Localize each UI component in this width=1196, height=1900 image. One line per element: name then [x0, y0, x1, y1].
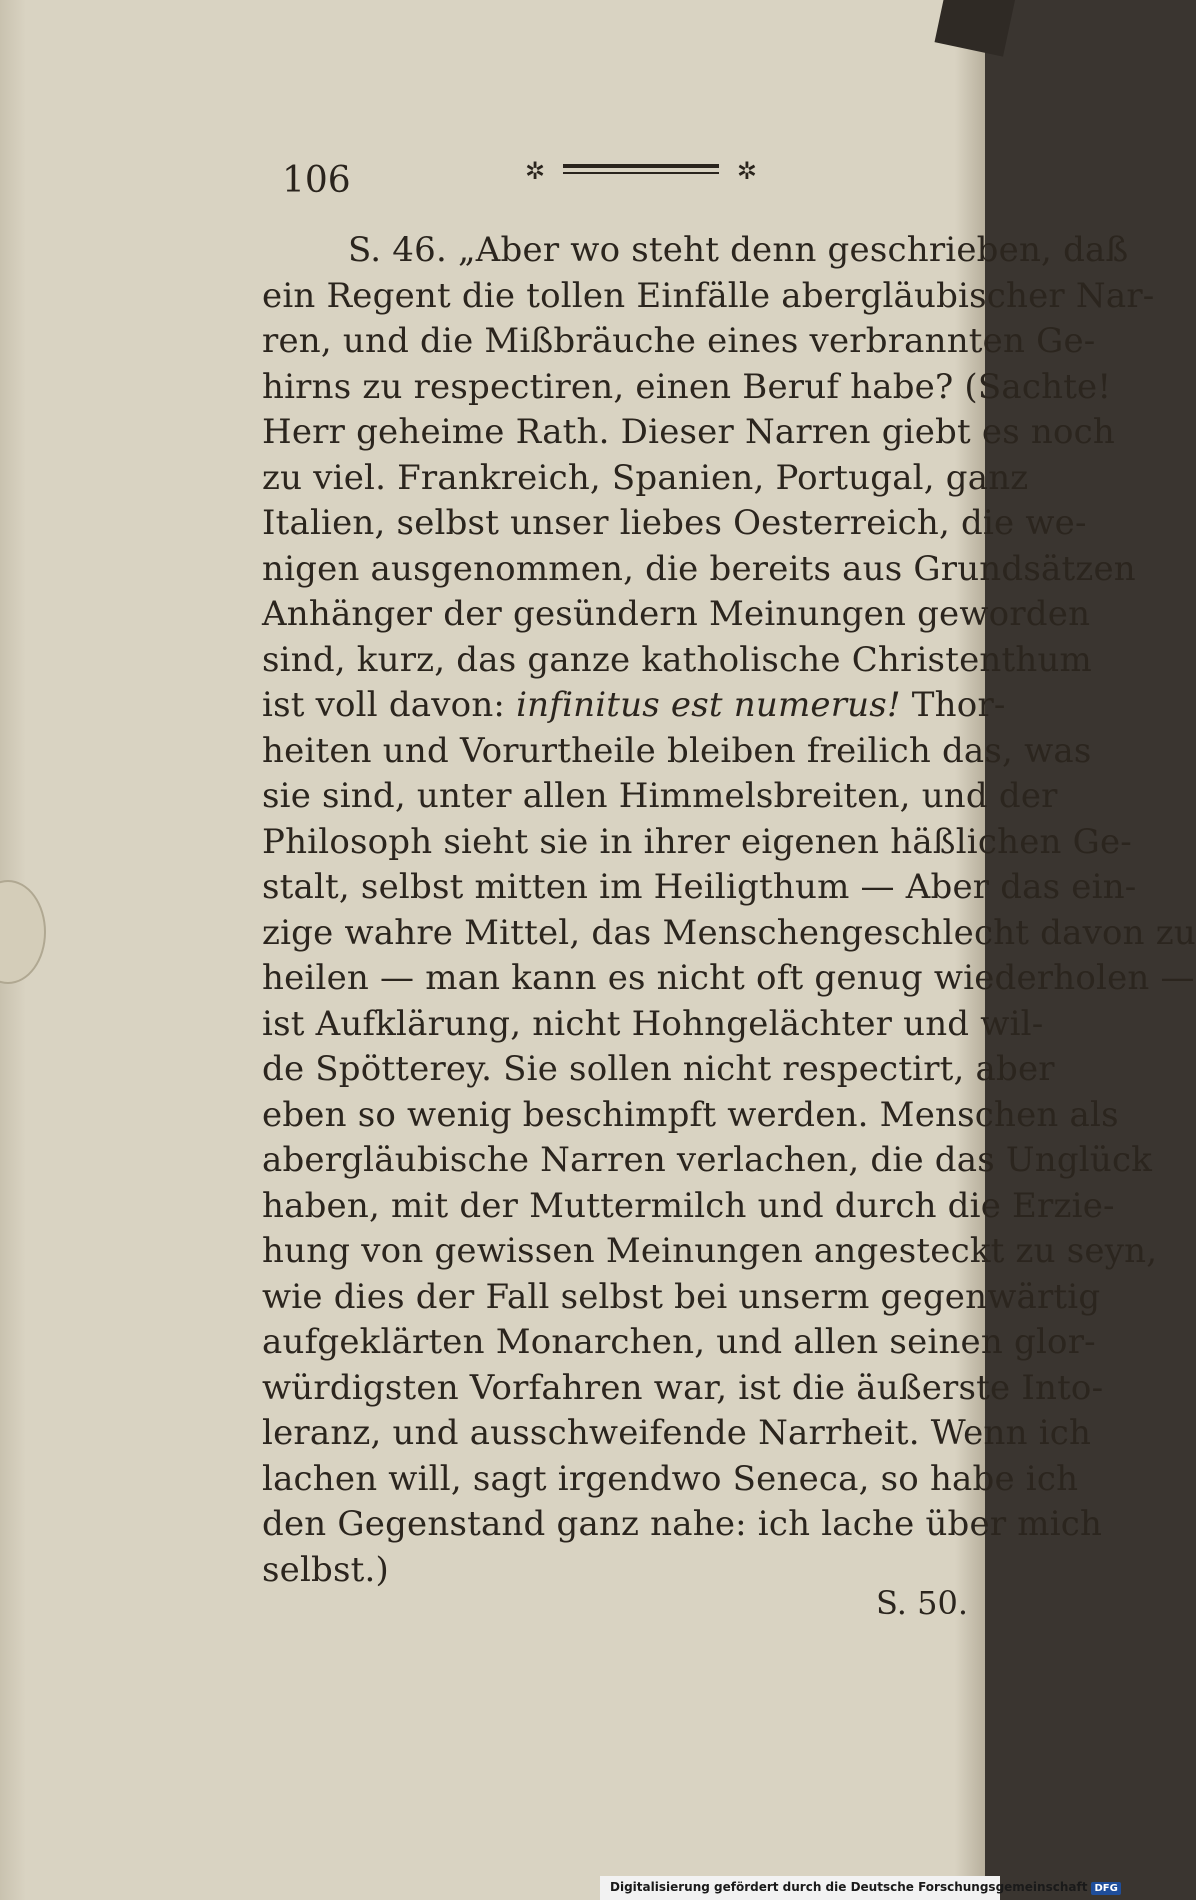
text-line: hung von gewissen Meinungen angesteckt zu seyn, — [262, 1231, 1158, 1271]
text-line: würdigsten Vorfahren war, ist die äußerste Into- — [262, 1367, 1104, 1408]
page-number: 106 — [282, 160, 351, 201]
text-segment: Thor- — [900, 685, 1006, 725]
ornament-star-icon: ✲ — [736, 157, 757, 185]
text-line: abergläubische Narren verlachen, die das Unglück — [262, 1140, 1153, 1180]
text-line: heilen — man kann es nicht oft genug wiederholen — — [262, 958, 1195, 998]
text-line: aufgeklärten Monarchen, und allen seinen glor- — [262, 1322, 1096, 1362]
text-segment: ist voll davon: — [262, 685, 506, 725]
text-line: Anhänger der gesündern Meinungen geworden — [262, 594, 1091, 634]
header-ornament — [525, 158, 757, 184]
catchword: S. 50. — [876, 1584, 969, 1622]
text-line: ist Aufklärung, nicht Hohngelächter und wil- — [262, 1003, 1044, 1044]
text-line: Herr geheime Rath. Dieser Narren giebt es noch — [262, 412, 1115, 452]
text-line: sie sind, unter allen Himmelsbreiten, und der — [262, 776, 1058, 816]
latin-phrase: infinitus est numerus! — [516, 685, 901, 725]
text-line: zu viel. Frankreich, Spanien, Portugal, ganz — [262, 457, 1029, 498]
body-text — [262, 228, 1196, 1593]
digitization-credit — [610, 1880, 1121, 1895]
text-line: heiten und Vorurtheile bleiben freilich das, was — [262, 730, 1092, 771]
text-line: Italien, selbst unser liebes Oesterreich, die we- — [262, 503, 1087, 543]
text-line: S. 46. „Aber wo steht denn geschrieben, daß — [348, 230, 1129, 270]
text-line: leranz, und ausschweifende Narrheit. Wenn ich — [262, 1413, 1092, 1453]
ornament-rule-thin — [563, 172, 719, 174]
text-line: ren, und die Mißbräuche eines verbrannten Ge- — [262, 321, 1096, 361]
credit-text: Digitalisierung gefördert durch die Deutsche Forschungsgemeinschaft — [610, 1880, 1088, 1894]
text-line: selbst.) — [262, 1549, 389, 1590]
text-line: Philosoph sieht sie in ihrer eigenen häßlichen Ge- — [262, 821, 1132, 862]
text-line: den Gegenstand ganz nahe: ich lache über mich — [262, 1504, 1103, 1544]
text-line: ein Regent die tollen Einfälle abergläubischer Nar- — [262, 275, 1155, 316]
text-line: zige wahre Mittel, das Menschengeschlecht davon zu — [262, 912, 1196, 953]
text-line: lachen will, sagt irgendwo Seneca, so habe ich — [262, 1458, 1079, 1499]
text-line: stalt, selbst mitten im Heiligthum — Aber das ein- — [262, 867, 1137, 907]
dfg-logo-icon: DFG — [1091, 1882, 1120, 1895]
ornament-star-icon: ✲ — [525, 157, 546, 185]
text-line: hirns zu respectiren, einen Beruf habe? (Sachte! — [262, 366, 1112, 407]
text-line-with-latin — [262, 683, 1006, 729]
text-line: haben, mit der Muttermilch und durch die Erzie- — [262, 1185, 1115, 1226]
text-line: nigen ausgenommen, die bereits aus Grundsätzen — [262, 548, 1136, 589]
text-line: de Spötterey. Sie sollen nicht respectirt, aber — [262, 1049, 1055, 1089]
page-edge-notch — [0, 880, 46, 984]
ornament-rule — [563, 164, 719, 168]
text-line: eben so wenig beschimpft werden. Menschen als — [262, 1094, 1119, 1135]
text-line: wie dies der Fall selbst bei unserm gegenwärtig — [262, 1276, 1101, 1317]
text-line: sind, kurz, das ganze katholische Christenthum — [262, 639, 1092, 680]
